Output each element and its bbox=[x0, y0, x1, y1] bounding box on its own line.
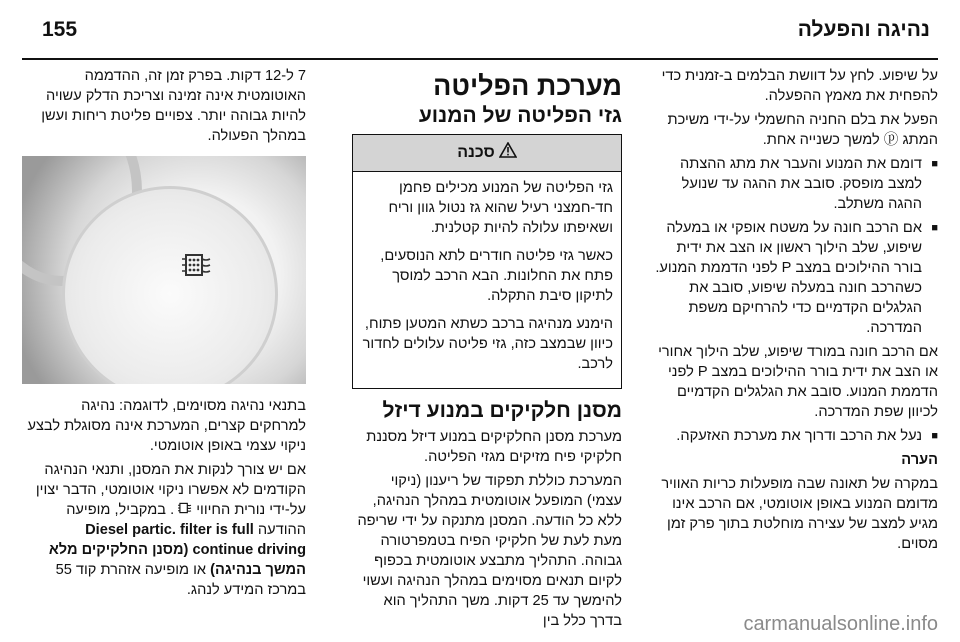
column-right bbox=[648, 66, 938, 558]
diesel-particle-filter-icon bbox=[178, 500, 192, 520]
paragraph: 7 ל-12 דקות. בפרק זמן זה, ההדממה האוטומטית אינה זמינה וצריכת הדלק עשויה להיות גבוהה יותר. צפויים פליטת ריחות ועשן במהלך הפעולה. bbox=[41, 68, 306, 144]
warning-text: הימנע מנהיגה ברכב כשתא המטען פתוח, כיוון שבמצב כזה, גזי פליטה עלולים לחדור לרכב. bbox=[362, 316, 613, 372]
list-item: ■ אם הרכב חונה על משטח אופקי או במעלה שיפוע, שלב הילוך ראשון או הצב את ידית בורר ההילוכים במצב P לפני הדממת המנוע. כשהרכב חונה במעלה שיפוע, סובב את הגלגלים הקדמיים כדי להרחיקם משפת המדרכה. bbox=[648, 218, 938, 338]
column-left bbox=[22, 66, 306, 604]
warning-triangle-icon bbox=[499, 142, 517, 164]
warning-label: סכנה bbox=[457, 144, 495, 161]
text-run: . במקביל, מופיעה ההודעה bbox=[66, 502, 306, 539]
page-footer bbox=[0, 614, 960, 642]
list-item: ■ דומם את המנוע והעבר את מתג ההצתה למצב מופסק. סובב את ההגה עד שנועל ההגה משתלב. bbox=[648, 154, 938, 214]
text-run: אם יש צורך לנקות את המסנן, ותנאי הנהיגה הקודמים לא אפשרו ניקוי אוטומטי, הדבר יצוין על-ידי נורית החיווי bbox=[35, 462, 306, 518]
page-title: נהיגה והפעלה bbox=[797, 18, 930, 41]
section-title: מערכת הפליטה bbox=[433, 71, 622, 101]
column-middle bbox=[352, 66, 622, 635]
instrument-cluster-photo bbox=[22, 156, 306, 384]
note-text: במקרה של תאונה שבה מופעלות כריות האוויר מדומם המנוע באופן אוטומטי, אם הרכב אינו מגיע למצב של עצירה מוחלטת בתוך פרק זמן מסוים. bbox=[661, 476, 938, 552]
subsection-title: גזי הפליטה של המנוע bbox=[418, 104, 622, 127]
dashboard-message: Diesel partic. filter is full continue driving bbox=[85, 522, 306, 559]
paragraph: על שיפוע. לחץ על דוושת הבלמים ב-זמנית כדי להפחית את מאמץ ההפעלה. bbox=[661, 68, 938, 104]
warning-body bbox=[353, 172, 621, 388]
paragraph: אם הרכב חונה במורד שיפוע, שלב הילוך אחורי או הצב את ידית בורר ההילוכים במצב P לפני הדממת המנוע. סובב את הגלגלים הקדמיים לכיוון שפת המדרכה. bbox=[658, 344, 938, 420]
warning-box bbox=[352, 134, 622, 389]
watermark-text: carmanualsonline.info bbox=[743, 613, 938, 635]
page-number: 155 bbox=[42, 18, 78, 41]
note-title: הערה bbox=[901, 452, 938, 468]
warning-text: גזי הפליטה של המנוע מכילים פחמן חד-חמצני רעיל שהוא גז נטול גוון וריח ושאיפתו עלולה להיות קטלנית. bbox=[388, 180, 613, 236]
page-header bbox=[0, 0, 960, 62]
subsection-title: מסנן חלקיקים במנוע דיזל bbox=[382, 399, 622, 422]
header-divider bbox=[22, 58, 938, 60]
text-run: מופיעה אזהרת קוד 55 במרכז המידע לנהג. bbox=[55, 562, 306, 599]
paragraph: בתנאי נהיגה מסוימים, לדוגמה: נהיגה למרחקים קצרים, המערכת אינה מסוגלת לבצע ניקוי עצמי באופן אוטומטי. bbox=[27, 398, 306, 454]
paragraph: המערכת כוללת תפקוד של ריענון (ניקוי עצמי) המופעל אוטומטית במהלך הנהיגה, ללא כל הודעה. המסנן מתנקה על ידי שריפה מעת לעת של חלקיקי הפיח בטמפרטורה גבוהה. התהליך מתבצע אוטומטית בכפוף לקיום תנאים מסוימים במהלך הנהיגה ועשוי להימשך עד 25 דקות. משך התהליך הוא בדרך כלל בין bbox=[357, 473, 622, 629]
paragraph: הפעל את בלם החניה החשמלי על-ידי משיכת המתג ⓟ למשך כשנייה אחת. bbox=[667, 112, 938, 148]
warning-text: כאשר גזי פליטה חודרים לתא הנוסעים, פתח את החלונות. הבא הרכב למוסך לתיקון סיבת התקלה. bbox=[380, 248, 613, 304]
gauge-dial bbox=[62, 186, 278, 384]
paragraph bbox=[22, 460, 306, 600]
list-item: ■ נעל את הרכב ודרוך את מערכת האזעקה. bbox=[648, 426, 938, 446]
diesel-particle-filter-icon bbox=[182, 252, 212, 284]
text-run: או bbox=[193, 562, 207, 579]
warning-header bbox=[353, 135, 621, 172]
paragraph: מערכת מסנן החלקיקים במנוע דיזל מסננת חלקיקי פיח מזיקים מגזי הפליטה. bbox=[366, 429, 622, 465]
dashboard-message-translation: (מסנן החלקיקים מלא המשך בנהיגה) bbox=[48, 542, 306, 579]
